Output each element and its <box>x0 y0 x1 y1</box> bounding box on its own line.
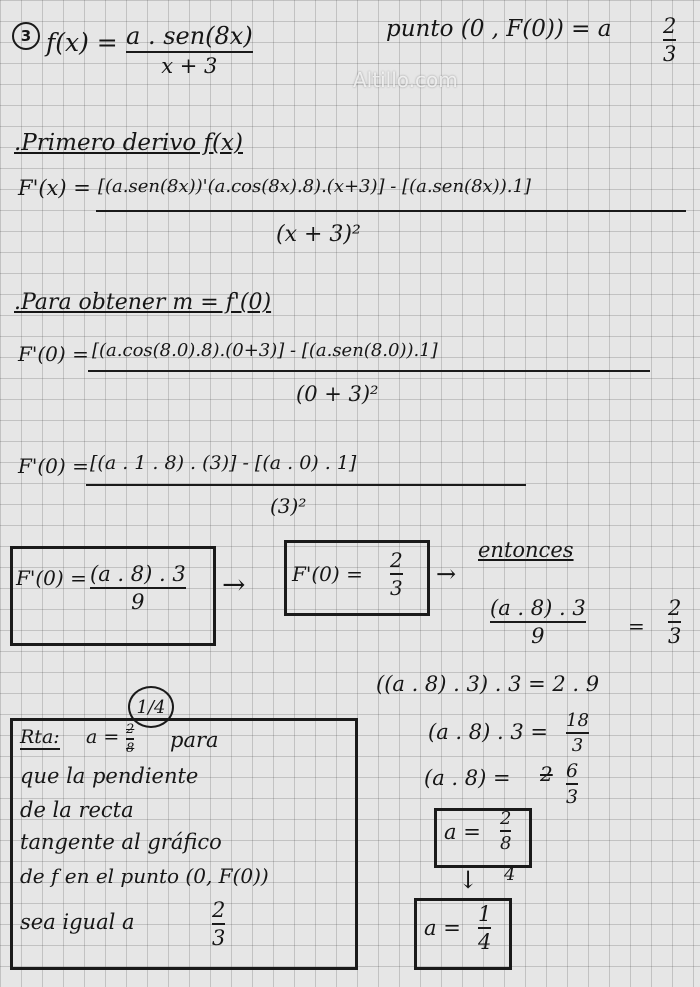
solve-eq3-num: 18 <box>566 710 589 731</box>
solve-eq3-lhs: (a . 8) . 3 = <box>428 720 548 744</box>
answer-line-4: tangente al gráfico <box>20 830 222 854</box>
step3-denominator: (3)² <box>270 494 307 518</box>
solve-eq1-rden: 3 <box>668 624 682 648</box>
function-denominator: x + 3 <box>161 54 218 78</box>
step3-lhs: F'(0) = <box>18 454 89 478</box>
struck-fraction <box>126 722 134 756</box>
function-definition <box>126 22 253 78</box>
final-num: 1 <box>478 902 492 926</box>
solve-eq1-rhs <box>668 596 681 648</box>
point-fraction-num: 2 <box>663 14 677 38</box>
solve-eq4-lhs: (a . 8) = <box>424 766 511 790</box>
solve-eq3-rhs <box>566 710 589 756</box>
solve-eq4-den: 3 <box>566 786 579 808</box>
step2-lhs: F'(0) = <box>18 342 89 366</box>
solve-eq5-num: 2 <box>500 808 512 829</box>
step4-numerator: (a . 8) . 3 <box>90 562 186 586</box>
step2-numerator: [(a.cos(8.0).8).(0+3)] - [(a.sen(8.0)).1] <box>92 340 438 361</box>
final-fraction <box>478 902 491 954</box>
solve-eq5-rhs <box>500 808 511 854</box>
answer-fraction <box>212 898 225 950</box>
fraction-bar <box>566 732 589 734</box>
solve-eq1-num: (a . 8) . 3 <box>490 596 586 620</box>
solve-eq4-num: 6 <box>566 760 579 782</box>
answer-line-3: de la recta <box>20 798 134 822</box>
solve-eq1-equals: = <box>628 614 645 638</box>
step4-fraction <box>90 562 186 614</box>
solve-eq5-simplified: 4 <box>504 864 516 885</box>
step4-lhs: F'(0) = <box>16 566 87 590</box>
step1-fraction-bar <box>96 210 686 212</box>
fraction-bar <box>212 923 225 925</box>
final-lhs: a = <box>424 916 461 940</box>
slope-lhs: F'(0) = <box>292 562 363 586</box>
slope-fraction <box>390 548 403 600</box>
solve-eq3-den: 3 <box>571 735 584 756</box>
solve-eq2: ((a . 8) . 3) . 3 = 2 . 9 <box>376 672 600 696</box>
fraction-bar <box>668 621 681 623</box>
step1-title: .Primero derivo f(x) <box>14 130 243 156</box>
circled-value-text: 1/4 <box>136 696 166 718</box>
fraction-bar <box>566 783 578 785</box>
struck-den: 8 <box>126 741 135 756</box>
arrow-right-icon: → <box>436 560 457 588</box>
answer-a-eq: a = <box>86 726 120 748</box>
problem-number-text: 3 <box>20 27 32 45</box>
fraction-bar <box>478 927 491 929</box>
point-fraction-den: 3 <box>663 42 677 66</box>
step1-numerator: [(a.sen(8x))'(a.cos(8x).8).(x+3)] - [(a.sen(8x)).1] <box>98 176 531 197</box>
final-den: 4 <box>478 930 492 954</box>
function-lhs: f(x) = <box>46 28 118 57</box>
point-text: punto (0 , F(0)) = a <box>386 16 612 42</box>
step2-denominator: (0 + 3)² <box>296 382 379 406</box>
step3-numerator: [(a . 1 . 8) . (3)] - [(a . 0) . 1] <box>90 452 357 474</box>
answer-label: Rta: <box>20 726 60 748</box>
solve-eq5-den: 8 <box>500 833 512 854</box>
function-numerator: a . sen(8x) <box>126 22 253 50</box>
point-fraction <box>663 14 676 66</box>
step3-fraction-bar <box>86 484 526 486</box>
fraction-bar <box>390 573 403 575</box>
solve-eq5-lhs: a = <box>444 820 481 844</box>
solve-eq1-lhs <box>490 596 586 648</box>
slope-num: 2 <box>390 548 403 572</box>
fraction-bar <box>126 738 134 740</box>
slope-den: 3 <box>390 576 403 600</box>
down-arrow-icon: ↓ <box>458 866 479 894</box>
watermark: Altillo.com <box>353 68 458 92</box>
arrow-right-icon: → <box>222 568 246 601</box>
step1-denominator: (x + 3)² <box>276 222 361 247</box>
answer-line-6: sea igual a <box>20 910 135 934</box>
entonces-label: entonces <box>478 538 574 562</box>
fraction-bar <box>663 39 676 41</box>
answer-fraction-num: 2 <box>212 898 226 922</box>
fraction-bar <box>500 830 511 832</box>
answer-line-1: para <box>170 728 219 752</box>
solve-eq1-den: 9 <box>531 624 545 648</box>
solve-eq1-rnum: 2 <box>668 596 682 620</box>
step2-title: .Para obtener m = f'(0) <box>14 290 272 315</box>
struck-value: 2 <box>540 762 553 786</box>
solve-eq4-rhs <box>566 760 578 808</box>
step2-fraction-bar <box>88 370 650 372</box>
problem-number <box>12 22 40 50</box>
struck-num: 2 <box>126 722 135 737</box>
fraction-bar <box>490 621 586 623</box>
step4-denominator: 9 <box>131 590 145 614</box>
answer-line-5: de f en el punto (0, F(0)) <box>20 864 269 888</box>
answer-fraction-den: 3 <box>212 926 226 950</box>
fraction-bar <box>126 51 253 53</box>
step1-lhs: F'(x) = <box>18 176 91 200</box>
fraction-bar <box>90 587 186 589</box>
answer-line-2: que la pendiente <box>20 764 199 788</box>
